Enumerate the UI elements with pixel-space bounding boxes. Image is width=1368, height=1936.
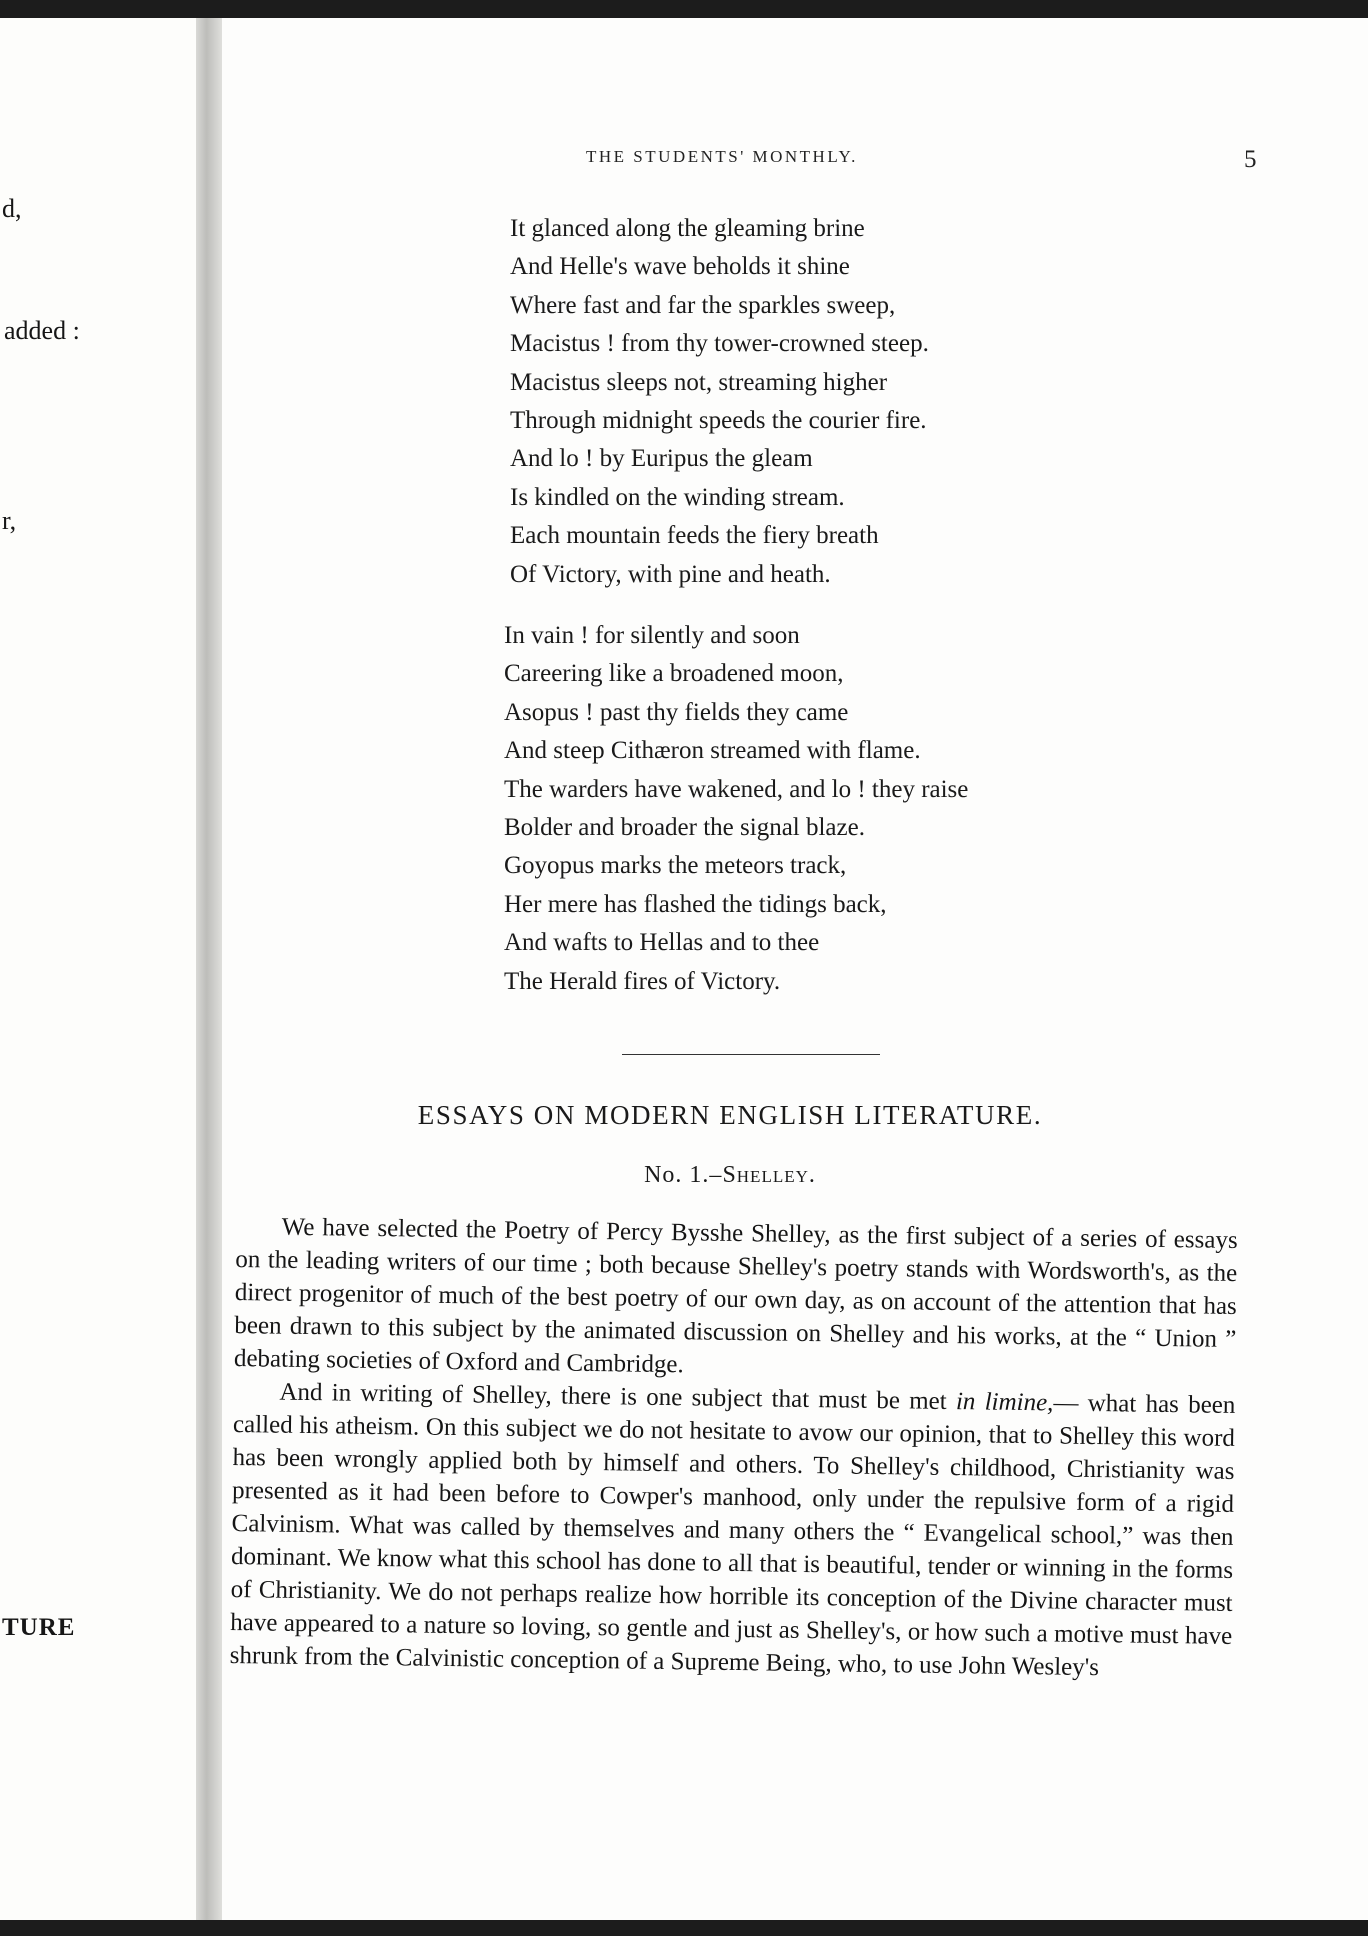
poem-line: Goyopus marks the meteors track, bbox=[504, 852, 847, 880]
poem-line: And steep Cithæron streamed with flame. bbox=[504, 737, 921, 765]
paragraph: We have selected the Poetry of Percy Bysshe Shelley, as the first subject of a series of essays on the leading writers of our time ; both because Shelley's poetry stands with Wordsworth's, as the direct progenitor of much of the best poetry of our own day, as on account of the attention that has been drawn to this subject by the animated discussion on Shelley and his works, at the “ Union ” debating societies of Oxford and Cambridge. bbox=[233, 1213, 1238, 1379]
left-page-fragment: d, bbox=[2, 194, 22, 223]
article-subtitle bbox=[560, 1162, 900, 1189]
poem-line: And wafts to Hellas and to thee bbox=[504, 929, 820, 957]
poem-line: In vain ! for silently and soon bbox=[504, 622, 800, 649]
poem-line: The warders have wakened, and lo ! they raise bbox=[504, 775, 969, 803]
poem-line: Careering like a broadened moon, bbox=[504, 660, 844, 688]
scan-top-edge bbox=[0, 0, 1368, 20]
left-page-fragment: TURE bbox=[2, 1614, 76, 1641]
poem-line: Through midnight speeds the courier fire. bbox=[510, 406, 927, 434]
scan-bottom-edge bbox=[0, 1918, 1368, 1936]
article-subject: Shelley. bbox=[722, 1162, 816, 1188]
poem-line: The Herald fires of Victory. bbox=[504, 967, 781, 995]
paragraph-text: — what has been called his atheism. On this subject we do not hesitate to avow our opinion, that to Shelley this word has been wrongly applied both by himself and others. To Shelley's childhood, Christianity was presented as it had been before to Cowper's manhood, only under the repulsive form of a rigid Calvinism. What was called by themselves and many others the “ Evangelical school,” was then dominant. We know what this school has done to all that is beautiful, tender or winning in the forms of Christianity. We do not perhaps realize how horrible its conception of the Divine character must have appeared to a nature so loving, so gentle and just as Shelley's, or how such a motive must have shrunk from the Calvinistic conception of a Supreme Being, who, to use John Wesley's bbox=[229, 1389, 1236, 1682]
poem-line: Of Victory, with pine and heath. bbox=[510, 560, 831, 588]
left-page-fragment: added : bbox=[4, 316, 80, 345]
poem-line: Macistus ! from thy tower-crowned steep. bbox=[510, 330, 929, 358]
running-head: THE STUDENTS' MONTHLY. bbox=[586, 147, 858, 166]
poem-line: Her mere has flashed the tidings back, bbox=[504, 890, 887, 918]
poem-stanza-2 bbox=[504, 617, 968, 1001]
poem-line: Each mountain feeds the fiery breath bbox=[510, 522, 879, 550]
poem-stanza-1 bbox=[510, 210, 929, 594]
poem-line: Where fast and far the sparkles sweep, bbox=[510, 291, 896, 319]
article-body bbox=[230, 1210, 1238, 1686]
poem-line: Bolder and broader the signal blaze. bbox=[504, 813, 865, 841]
poem-line: It glanced along the gleaming brine bbox=[510, 215, 865, 242]
poem-line: And Helle's wave beholds it shine bbox=[510, 253, 850, 281]
poem-line: Macistus sleeps not, streaming higher bbox=[510, 368, 888, 396]
page-number: 5 bbox=[1244, 146, 1257, 173]
poem-line: And lo ! by Euripus the gleam bbox=[510, 445, 813, 473]
paragraph-text: And in writing of Shelley, there is one subject that must be met bbox=[279, 1378, 957, 1416]
poem-line: Is kindled on the winding stream. bbox=[510, 483, 845, 511]
paragraph bbox=[230, 1375, 1236, 1686]
section-divider bbox=[622, 1054, 880, 1055]
article-title: ESSAYS ON MODERN ENGLISH LITERATURE. bbox=[417, 1100, 1043, 1130]
poem-line: Asopus ! past thy fields they came bbox=[504, 698, 849, 726]
left-page-fragment: r, bbox=[2, 506, 17, 535]
article-number: No. 1.– bbox=[644, 1162, 723, 1188]
italic-phrase: in limine, bbox=[955, 1388, 1054, 1417]
